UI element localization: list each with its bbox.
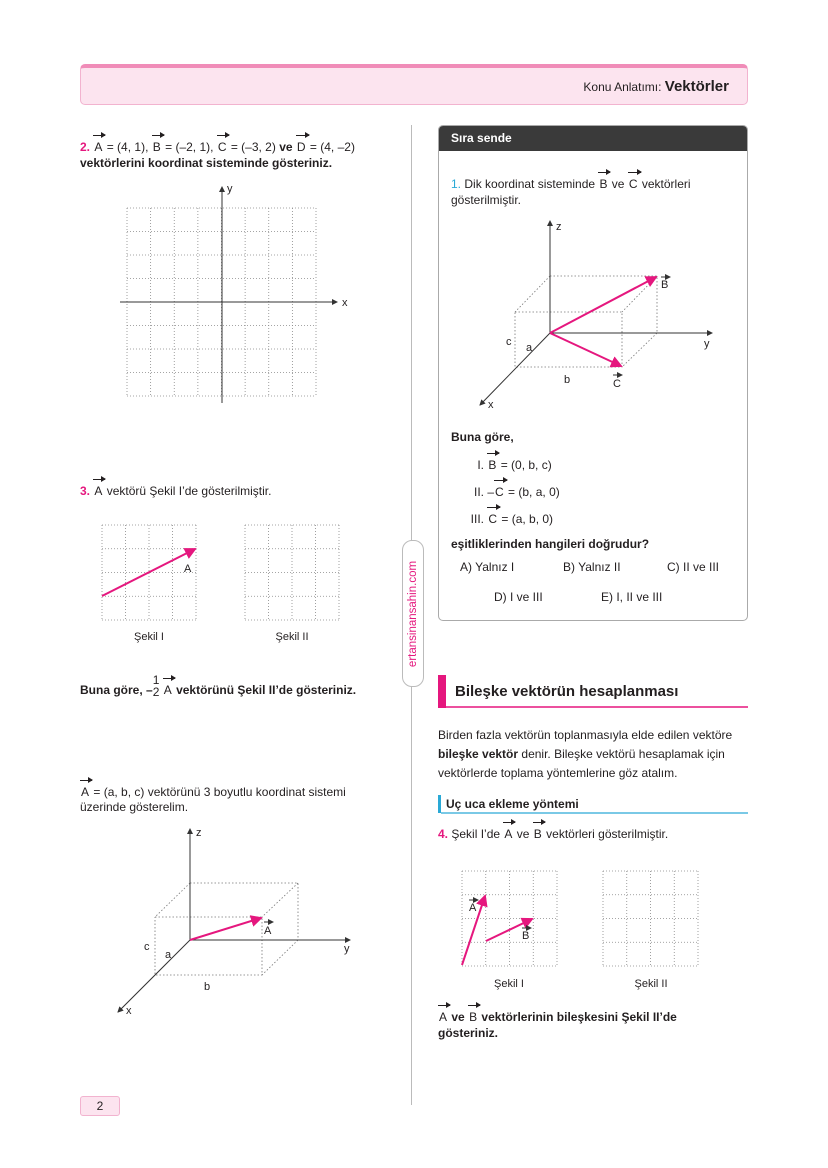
q3-statement: vektörü Şekil I’de gösterilmiştir.: [106, 484, 272, 498]
practice-lead: Buna göre,: [451, 430, 514, 444]
question-number: 4.: [438, 827, 449, 841]
practice-q1-line1: [451, 175, 691, 191]
vector-D: D: [296, 140, 306, 154]
z-label: z: [556, 221, 562, 233]
header-topic: Vektörler: [664, 78, 729, 95]
paragraph-line1: Birden fazla vektörün toplanmasıyla elde edilen vektöre: [438, 728, 733, 742]
vector-A: A: [163, 683, 172, 697]
term: bileşke vektör: [438, 747, 519, 761]
conj: ve: [279, 140, 293, 154]
y-label: y: [344, 943, 350, 955]
sign: –: [487, 485, 495, 499]
vector-A-label: A: [184, 563, 192, 575]
value: = (b, a, 0): [508, 485, 560, 499]
vector-B-label: B: [661, 279, 669, 291]
roman: I.: [477, 458, 484, 472]
option-d[interactable]: D) I ve III: [494, 590, 543, 604]
vector-A-label: A: [469, 902, 477, 914]
q-text: vektörleri gösterilmiştir.: [546, 827, 669, 841]
q-text: Dik koordinat sisteminde: [464, 177, 596, 191]
vector-B: B: [469, 1010, 478, 1024]
practice-box-title: Sıra sende: [439, 126, 747, 151]
value-A: = (4, 1),: [106, 140, 149, 154]
q4-text: [438, 825, 668, 841]
vector-B: B: [599, 177, 608, 191]
z-label: z: [196, 827, 202, 839]
value-C: = (–3, 2): [230, 140, 276, 154]
ask-suffix: vektörünü Şekil II’de gösteriniz.: [176, 683, 357, 697]
q-text: vektörleri: [641, 177, 691, 191]
vector-B: B: [533, 827, 542, 841]
fraction-denominator: 2: [152, 684, 160, 699]
c-label: c: [144, 941, 150, 953]
vector: C: [495, 485, 504, 499]
watermark-text: ertansinansahin.com: [407, 560, 419, 667]
q4-ask-line2: gösteriniz.: [438, 1026, 499, 1040]
figure-2-caption: Şekil II: [634, 978, 668, 990]
practice-q1-line2: gösterilmiştir.: [451, 193, 522, 207]
text: denir. Bileşke vektörü hesaplamak için: [521, 747, 725, 761]
vector-A-arrow: [102, 549, 195, 596]
section-title: Bileşke vektörün hesaplanması: [455, 683, 679, 700]
vector-B: B: [152, 140, 161, 154]
conj: ve: [516, 827, 530, 841]
practice-question: eşitliklerinden hangileri doğrudur?: [451, 537, 650, 551]
paragraph-line2: [438, 747, 725, 761]
value-B: = (–2, 1),: [165, 140, 214, 154]
q3-figure-2-grid: [245, 525, 339, 620]
a-label: a: [165, 949, 172, 961]
ask-text: vektörlerinin bileşkesini Şekil II’de: [481, 1010, 677, 1024]
a-label: a: [526, 342, 533, 354]
page-number: 2: [80, 1096, 120, 1116]
paragraph-line3: vektörlerde toplama yöntemlerine göz atalım.: [438, 766, 678, 780]
q4-ask: [438, 1008, 677, 1024]
roman: II.: [473, 485, 484, 499]
vector-A: A: [81, 785, 90, 799]
option-c[interactable]: C) II ve III: [667, 560, 720, 574]
conj: ve: [611, 177, 625, 191]
value: = (0, b, c): [500, 458, 552, 472]
axis-x-label: x: [342, 297, 348, 309]
statement-3: [468, 510, 553, 526]
subsection-title: Uç uca ekleme yöntemi: [446, 797, 579, 811]
option-b[interactable]: B) Yalnız II: [563, 560, 621, 574]
vector-C: C: [217, 140, 227, 154]
vector-C-label: C: [613, 378, 621, 390]
vector: C: [488, 512, 498, 526]
vector-B-label: B: [522, 930, 530, 942]
vector-A: A: [94, 484, 103, 498]
figure-1-caption: Şekil I: [494, 978, 524, 990]
q3-text: [80, 482, 271, 498]
vector: B: [488, 458, 497, 472]
question-number: 1.: [451, 177, 462, 191]
figure-2-caption: Şekil II: [275, 631, 309, 643]
b-label: b: [204, 981, 211, 993]
example3d-line1: [80, 783, 346, 799]
roman: III.: [470, 512, 484, 526]
fraction-numerator: 1: [152, 672, 160, 687]
vector-A: A: [439, 1010, 448, 1024]
q4-figure-2-grid: [603, 871, 698, 966]
vector-A: A: [504, 827, 513, 841]
conj: ve: [451, 1010, 465, 1024]
figure-1-caption: Şekil I: [134, 631, 164, 643]
value-D: = (4, –2): [309, 140, 355, 154]
statement-1: [468, 456, 552, 472]
axis-y-label: y: [227, 183, 233, 195]
b-label: b: [564, 374, 571, 386]
vector-A-3d: [190, 918, 261, 940]
x-label: x: [126, 1005, 132, 1017]
example-text: = (a, b, c) vektörünü 3 boyutlu koordinat sistemi: [93, 785, 346, 799]
q3-ask: [80, 672, 357, 699]
x-label: x: [488, 399, 494, 411]
vector-A: A: [94, 140, 103, 154]
value: = (a, b, 0): [501, 512, 554, 526]
c-label: c: [506, 336, 512, 348]
question-number: 2.: [80, 140, 91, 154]
q-text: Şekil I’de: [451, 827, 501, 841]
question-number: 3.: [80, 484, 91, 498]
vector-C: C: [628, 177, 638, 191]
vector-A-3d-label: A: [264, 925, 272, 937]
q2-line2: vektörlerini koordinat sisteminde gösteriniz.: [80, 156, 333, 170]
option-a[interactable]: A) Yalnız I: [460, 560, 515, 574]
q4-figure-1-grid: [462, 871, 557, 966]
option-e[interactable]: E) I, II ve III: [601, 590, 663, 604]
y-label: y: [704, 338, 710, 350]
q2-coordinate-plane: [120, 183, 348, 403]
statement-2: [468, 483, 560, 499]
ask-prefix: Buna göre, –: [80, 683, 153, 697]
header-prefix: Konu Anlatımı:: [583, 80, 662, 94]
fraction: [153, 674, 160, 698]
example3d-line2: üzerinde gösterelim.: [80, 800, 189, 814]
